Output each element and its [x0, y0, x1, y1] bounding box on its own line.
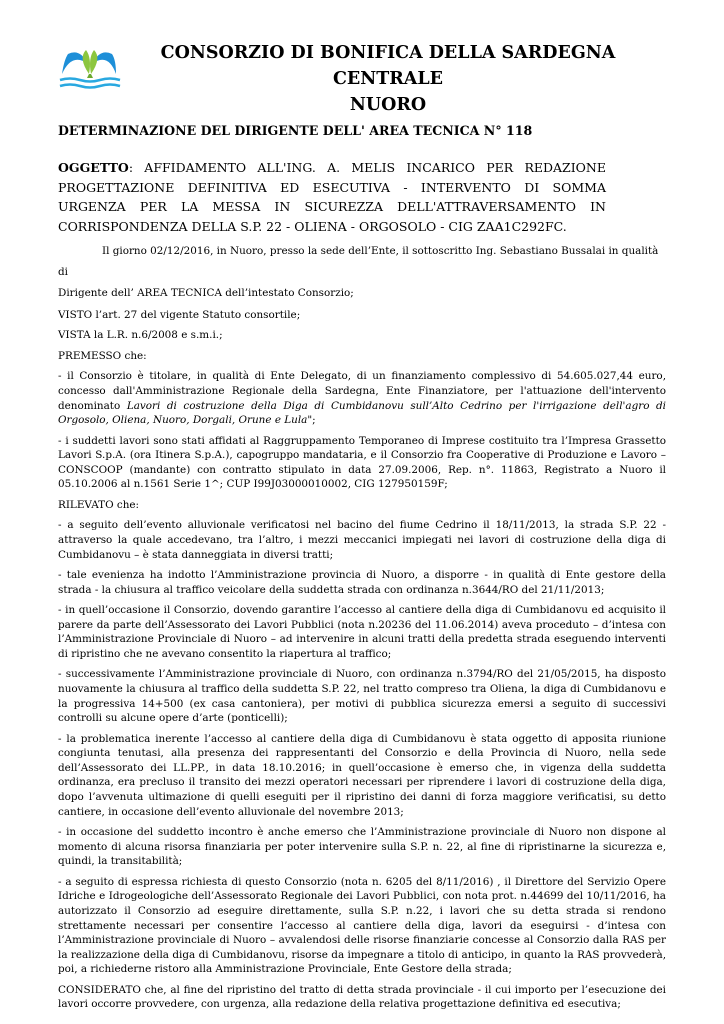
organization-name — [118, 40, 658, 118]
intro-paragraph-continued: Dirigente dell’ AREA TECNICA dell’intestato Consorzio; — [58, 287, 354, 299]
premesso-heading: PREMESSO che: — [58, 349, 147, 362]
premesso-item-1 — [58, 369, 666, 427]
rilevato-item-4: - successivamente l’Amministrazione provinciale di Nuoro, con ordinanza n.3794/RO del 21/05/2015, ha disposto nuovamente la chiusura al traffico della suddetta S.P. 22, nel tratto compreso tra Oliena, la diga di Cumbidanovu e la progressiva 14+500 (ex casa cantoniera), per motivi di pubblica sicurezza emersi a seguito di successivi controlli su alcune opere d’arte (ponticelli); — [58, 668, 666, 725]
premesso-item-1-text: - il Consorzio è titolare, in qualità di Ente Delegato, di un finanziamento complessivo di 54.605.027,44 euro, concesso dall'Amministrazione Regionale della Sardegna, Ente Finanziatore, per l'attuazione dell'intervento denominato — [58, 370, 666, 412]
org-line-1: CONSORZIO DI BONIFICA DELLA SARDEGNA CENTRALE — [160, 43, 616, 89]
visto-statuto: VISTO l’art. 27 del vigente Statuto consortile; — [58, 308, 301, 321]
premesso-item-2: - i suddetti lavori sono stati affidati al Raggruppamento Temporaneo di Imprese costituito tra l’Impresa Grassetto Lavori S.p.A. (ora Itinera S.p.A.), capogruppo mandataria, e il Consorzio fra Cooperative di Produzione e Lavoro – CONSCOOP (mandante) con contratto stipulato in data 27.09.2006, Rep. n°. 11863, Registrato a Nuoro il 05.10.2006 al n.1561 Serie 1^; CUP I99J03000010002, CIG 127950159F; — [58, 434, 666, 491]
rilevato-item-5: - la problematica inerente l’accesso al cantiere della diga di Cumbidanovu è stata oggetto di apposita riunione congiunta tenutasi, alla presenza dei rappresentanti del Consorzio e della Provincia di Nuoro, nella sede dell’Assessorato dei LL.PP., in data 18.10.2016; in quell’occasione è emerso che, in vigenza della suddetta ordinanza, era precluso il transito dei mezzi operatori necessari per riprendere i lavori di costruzione della diga, dopo l’avvenuta ultimazione di quelli eseguiti per il ripristino dei danni di forza maggiore verificatisi, su detto cantiere, in occasione dell’evento alluvionale del novembre 2013; — [58, 732, 666, 818]
rilevato-item-7: - a seguito di espressa richiesta di questo Consorzio (nota n. 6205 del 8/11/2016) , il Direttore del Servizio Opere Idriche e Idrogeologiche dell’Assessorato Regionale dei Lavori Pubblici, con nota prot. n.44699 del 10/11/2016, ha autorizzato il Consorzio ad eseguire direttamente, sulla S.P. n.22, i lavori che su detta strada si rendono strettamente necessari per consentire l’accesso al cantiere della diga, lavori da eseguirsi - d’intesa con l’Amministrazione provinciale di Nuoro – avvalendosi delle risorse finanziarie concesse al Consorzio dalla RAS per la realizzazione della diga di Cumbidanovu, risorse da impegnare a titolo di anticipo, in quanto la RAS provvederà, poi, a richiederne ristoro alla Amministrazione Provinciale, Ente Gestore della strada; — [58, 875, 666, 976]
subject — [58, 158, 606, 236]
rilevato-item-1: - a seguito dell’evento alluvionale verificatosi nel bacino del fiume Cedrino il 18/11/2013, la strada S.P. 22 - attraverso la quale accedevano, tra l’altro, i mezzi meccanici impiegati nei lavori di costruzione della diga di Cumbidanovu – è stata danneggiata in diversi tratti; — [58, 519, 666, 561]
rilevato-item-6: - in occasione del suddetto incontro è anche emerso che l’Amministrazione provinciale di Nuoro non dispone al momento di alcuna risorsa finanziaria per poter intervenire sulla S.P. n. 22, al fine di ripristinarne la sicurezza e, quindi, la transitabilità; — [58, 826, 666, 868]
determination-title: DETERMINAZIONE DEL DIRIGENTE DELL' AREA TECNICA N° 118 — [58, 123, 533, 138]
rilevato-heading: RILEVATO che: — [58, 498, 140, 511]
document-body — [58, 241, 666, 1018]
intervention-name: Lavori di costruzione della Diga di Cumbidanovu sull’Alto Cedrino per l'irrigazione dell'agro di Orgosolo, Oliena, Nuoro, Dorgali, Orune e Lula — [58, 399, 666, 427]
rilevato-item-3: - in quell’occasione il Consorzio, dovendo garantire l’accesso al cantiere della diga di Cumbidanovu ed acquisito il parere da parte dell’Assessorato dei Lavori Pubblici (nota n.20236 del 11.06.2014) aveva proceduto – d’intesa con l’Amministrazione Provinciale di Nuoro – ad intervenire in alcuni tratti della predetta strada eseguendo interventi di ripristino che ne avevano consentito la riapertura al traffico; — [58, 604, 666, 660]
subject-text: : AFFIDAMENTO ALL'ING. A. MELIS INCARICO PER REDAZIONE PROGETTAZIONE DEFINITIVA ED ESECUTIVA - INTERVENTO DI SOMMA URGENZA PER LA MESSA IN SICUREZZA DELL'ATTRAVERSAMENTO IN CORRISPONDENZA DELLA S.P. 22 - OLIENA - ORGOSOLO - CIG ZAA1C292FC. — [58, 160, 606, 234]
premesso-item-1-end: "; — [307, 414, 316, 427]
consortium-logo-icon — [58, 44, 122, 92]
considerato-paragraph: CONSIDERATO che, al fine del ripristino del tratto di detta strada provinciale - il cui importo per l’esecuzione dei lavori occorre provvedere, con urgenza, alla redazione della relativa progettazione definitiva ed esecutiva; — [58, 983, 666, 1011]
org-line-2: NUORO — [349, 95, 427, 115]
visto-legge: VISTA la L.R. n.6/2008 e s.m.i.; — [58, 329, 223, 342]
intro-paragraph: Il giorno 02/12/2016, in Nuoro, presso la sede dell’Ente, il sottoscritto Ing. Sebastiano Bussalai in qualità di — [58, 245, 659, 278]
subject-label: OGGETTO — [58, 160, 129, 175]
rilevato-item-2: - tale evenienza ha indotto l’Amministrazione provincia di Nuoro, a disporre - in qualità di Ente gestore della strada - la chiusura al traffico veicolare della suddetta strada con ordinanza n.3644/RO del 21/11/2013; — [58, 569, 666, 596]
